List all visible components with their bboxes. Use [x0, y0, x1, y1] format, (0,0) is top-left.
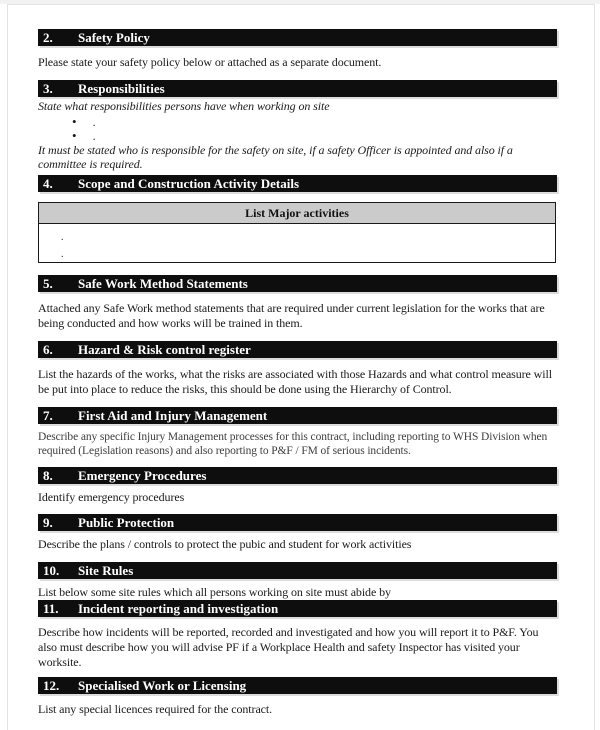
responsibilities-bullet-list	[38, 115, 557, 143]
section-title: Emergency Procedures	[78, 468, 207, 483]
section-number: 10.	[43, 563, 60, 578]
major-activities-table	[38, 202, 556, 263]
section-note-responsibilities: State what responsibilities persons have when working on site	[38, 99, 330, 113]
bullet-item: • .	[72, 129, 557, 143]
section-body-first-aid: Describe any specific Injury Management processes for this contract, including reporting to WHS Division when required (Legislation reasons) and also reporting to P&F / FM of serious incidents.	[38, 431, 548, 457]
section-number: 6.	[43, 342, 53, 357]
section-title: Safe Work Method Statements	[78, 276, 248, 291]
section-number: 2.	[43, 30, 53, 45]
section-number: 12.	[43, 678, 60, 693]
section-body-swms: Attached any Safe Work method statements that are required under current legislation for the works that are being conducted and how works will be trained in them.	[38, 301, 545, 330]
section-title: Site Rules	[78, 563, 134, 578]
table-header: List Major activities	[39, 203, 555, 224]
section-number: 7.	[43, 408, 53, 423]
section-title: Public Protection	[78, 515, 175, 530]
section-title: First Aid and Injury Management	[78, 408, 268, 423]
bullet-item: • .	[72, 115, 557, 129]
section-body-hazard-risk: List the hazards of the works, what the risks are associated with those Hazards and what control measure will be put into place to reduce the risks, this should be done using the Hierarchy of Control.	[38, 367, 552, 396]
section-header-public-protection	[38, 514, 557, 531]
section-title: Responsibilities	[78, 81, 165, 96]
section-number: 8.	[43, 468, 53, 483]
section-body-incident-reporting: Describe how incidents will be reported, recorded and investigated and how you will report it to P&F. You also must describe how you will advise PF if a Workplace Health and safety Inspector has visited your worksite.	[38, 625, 539, 669]
section-body-site-rules: List below some site rules which all persons working on site must abide by	[38, 585, 391, 599]
section-header-incident-reporting	[38, 600, 557, 617]
section-title: Incident reporting and investigation	[78, 601, 279, 616]
section-note2-responsibilities: It must be stated who is responsible for the safety on site, if a safety Officer is appointed and also if a committee is required.	[38, 143, 513, 171]
section-number: 9.	[43, 515, 53, 530]
section-header-specialised-work	[38, 677, 557, 694]
section-number: 4.	[43, 176, 53, 191]
section-body-public-protection: Describe the plans / controls to protect the pubic and student for work activities	[38, 537, 412, 551]
section-number: 5.	[43, 276, 53, 291]
section-title: Hazard & Risk control register	[78, 342, 251, 357]
section-body-emergency: Identify emergency procedures	[38, 490, 185, 504]
document-page	[7, 4, 595, 730]
section-body-specialised-work: List any special licences required for the contract.	[38, 702, 273, 716]
table-row: .	[61, 249, 64, 260]
table-body	[39, 224, 555, 262]
section-number: 3.	[43, 81, 53, 96]
section-number: 11.	[43, 601, 59, 616]
section-title: Specialised Work or Licensing	[78, 678, 247, 693]
section-title: Scope and Construction Activity Details	[78, 176, 299, 191]
section-header-responsibilities	[38, 80, 557, 97]
section-header-site-rules	[38, 562, 557, 579]
section-header-swms	[38, 275, 557, 292]
section-header-scope	[38, 175, 557, 192]
section-body-safety-policy: Please state your safety policy below or attached as a separate document.	[38, 55, 382, 69]
section-header-emergency	[38, 467, 557, 484]
section-header-first-aid	[38, 407, 557, 424]
table-row: .	[61, 232, 64, 243]
section-title: Safety Policy	[78, 30, 150, 45]
section-header-safety-policy	[38, 29, 557, 46]
section-header-hazard-risk	[38, 341, 557, 358]
